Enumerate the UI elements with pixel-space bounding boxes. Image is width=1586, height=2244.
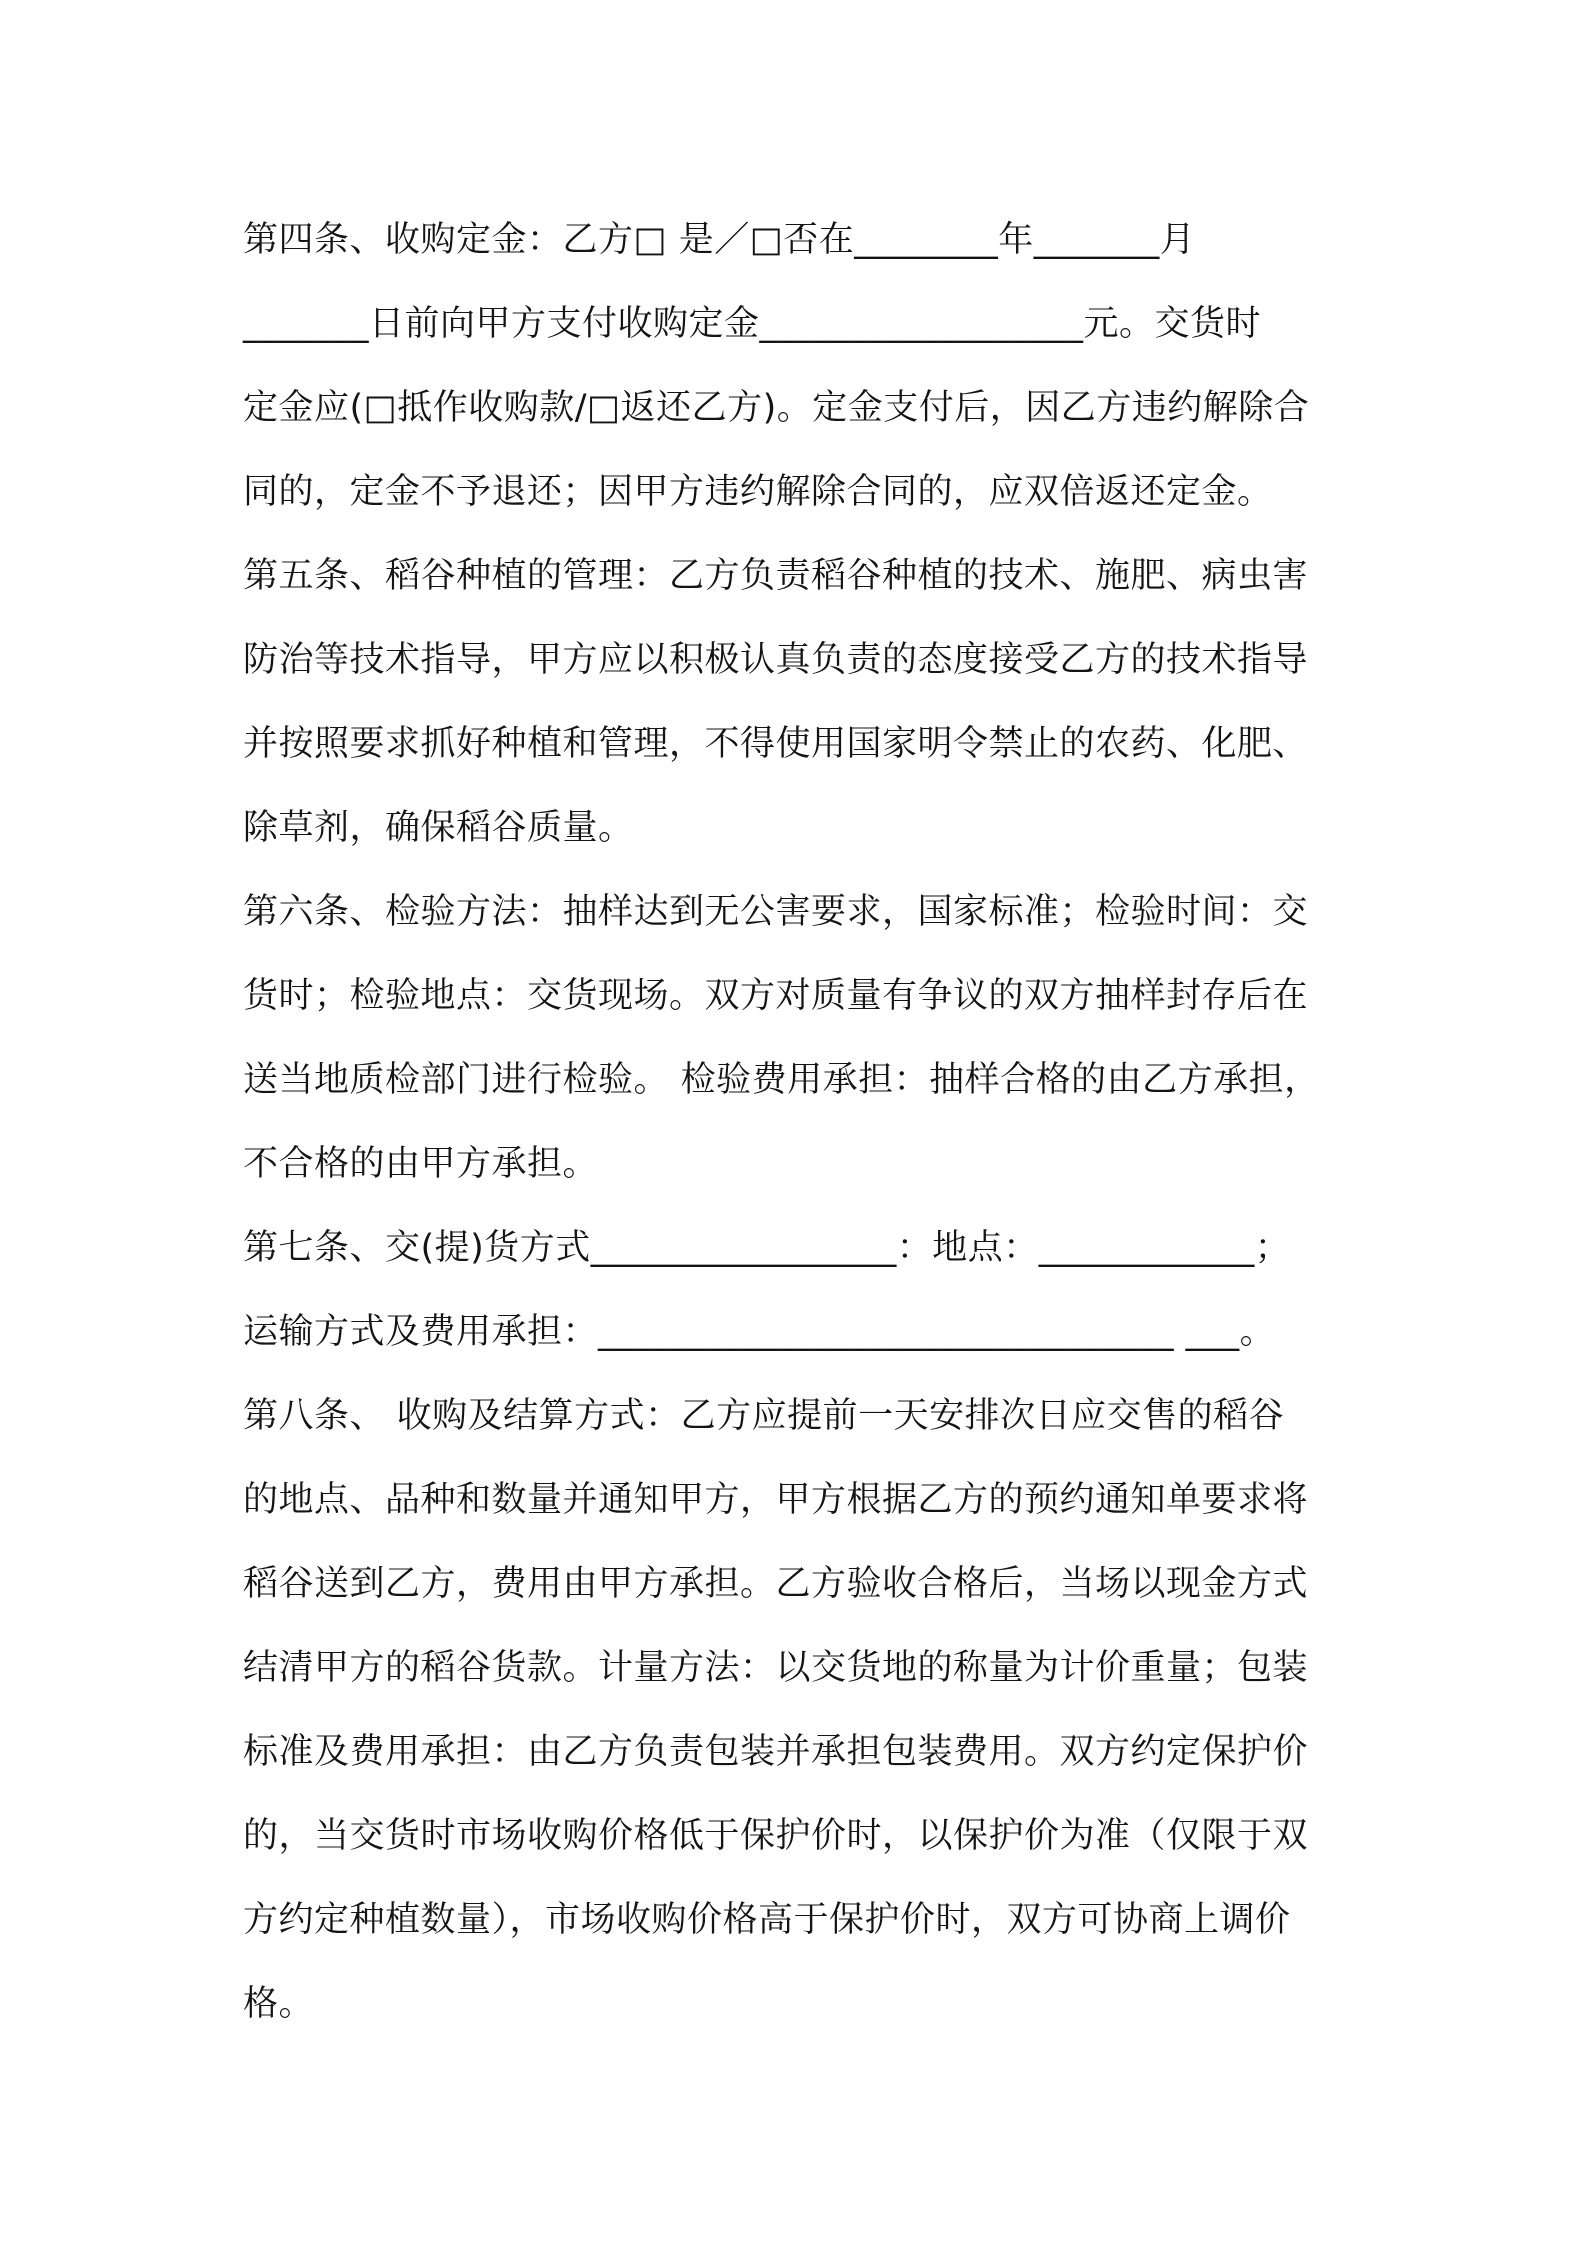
article-8-line-7: 方约定种植数量），市场收购价格高于保护价时，双方可协商上调价 [243,1900,1291,1940]
article-5-line-3: 并按照要求抓好种植和管理，不得使用国家明令禁止的农药、化肥、 [243,724,1309,764]
article-6-line-4: 不合格的由甲方承担。 [243,1144,599,1184]
article-8-line-8: 格。 [243,1984,315,2024]
article-7-line-2: 运输方式及费用承担：________________________________ ___。 [243,1312,1276,1352]
article-7-line-1: 第七条、交(提)货方式_________________：地点：____________； [243,1228,1291,1268]
article-6-line-1: 第六条、检验方法：抽样达到无公害要求，国家标准；检验时间：交 [243,892,1309,932]
article-8-line-4: 结清甲方的稻谷货款。计量方法：以交货地的称量为计价重量；包装 [243,1648,1309,1688]
article-4-line-1: 第四条、收购定金：乙方□ 是／□否在________年_______月 [243,220,1196,260]
article-8-line-6: 的，当交货时市场收购价格低于保护价时，以保护价为准（仅限于双 [243,1816,1309,1856]
article-4-line-2: _______日前向甲方支付收购定金__________________元。交货时 [243,304,1262,344]
article-4-line-4: 同的，定金不予退还；因甲方违约解除合同的，应双倍返还定金。 [243,472,1273,512]
article-5-line-4: 除草剂，确保稻谷质量。 [243,808,634,848]
document-body [243,198,1363,2046]
article-8-line-1: 第八条、 收购及结算方式：乙方应提前一天安排次日应交售的稻谷 [243,1396,1285,1436]
article-8-line-5: 标准及费用承担：由乙方负责包装并承担包装费用。双方约定保护价 [243,1732,1309,1772]
article-6-line-2: 货时；检验地点：交货现场。双方对质量有争议的双方抽样封存后在 [243,976,1309,1016]
article-5-line-1: 第五条、稻谷种植的管理：乙方负责稻谷种植的技术、施肥、病虫害 [243,556,1309,596]
article-5-line-2: 防治等技术指导，甲方应以积极认真负责的态度接受乙方的技术指导 [243,640,1309,680]
article-8-line-2: 的地点、品种和数量并通知甲方，甲方根据乙方的预约通知单要求将 [243,1480,1309,1520]
article-4-line-3: 定金应(□抵作收购款/□返还乙方)。定金支付后，因乙方违约解除合 [243,388,1310,428]
article-8-line-3: 稻谷送到乙方，费用由甲方承担。乙方验收合格后，当场以现金方式 [243,1564,1309,1604]
article-6-line-3: 送当地质检部门进行检验。 检验费用承担：抽样合格的由乙方承担， [243,1060,1320,1100]
